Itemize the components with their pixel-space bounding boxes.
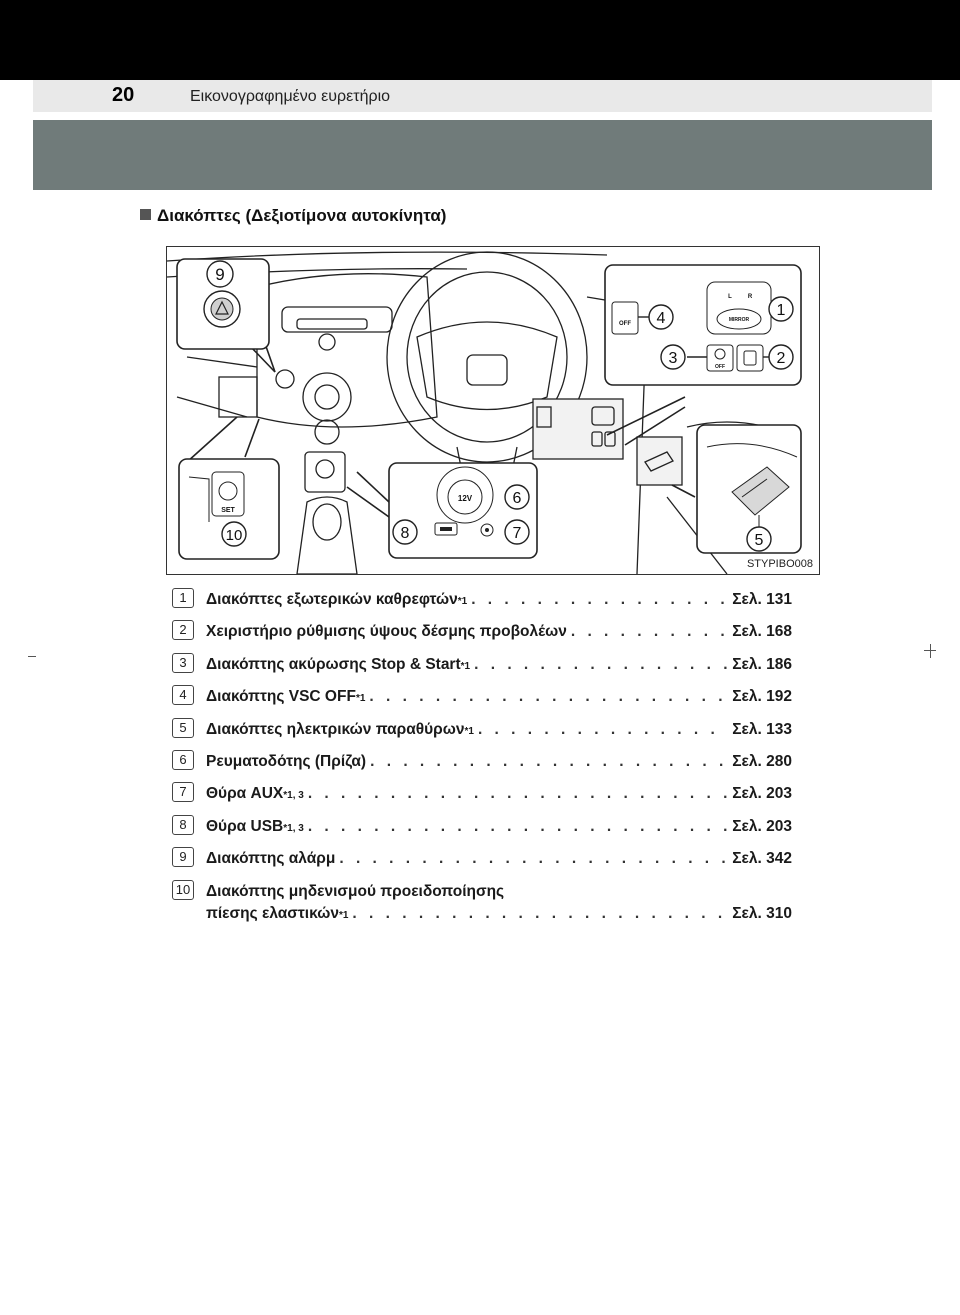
list-item	[172, 748, 792, 780]
item-footnote: *1	[355, 693, 366, 705]
leader-dots	[339, 850, 728, 868]
item-number: 3	[172, 653, 194, 673]
item-footnote: *1	[457, 596, 468, 607]
item-number: 10	[172, 880, 194, 900]
item-number: 1	[172, 588, 194, 608]
crop-mark-right-v	[930, 644, 931, 658]
leader-dots	[471, 591, 728, 609]
mirror-l-label: L	[728, 294, 732, 300]
figure-code: STYPIBO008	[746, 558, 813, 570]
item-number: 8	[172, 815, 194, 835]
leader-dots	[474, 656, 728, 674]
item-page-ref[interactable]: Σελ. 280	[732, 752, 792, 770]
callout-10: 10	[225, 527, 243, 544]
switch-list	[172, 586, 792, 930]
list-item	[172, 586, 792, 618]
item-page-ref[interactable]: Σελ. 133	[732, 720, 792, 738]
callout-8: 8	[400, 525, 410, 542]
section-title-text: Διακόπτες (Δεξιοτίμονα αυτοκίνητα)	[157, 206, 447, 225]
item-page-ref[interactable]: Σελ. 203	[732, 817, 792, 835]
callout-9: 9	[215, 265, 225, 284]
item-page-ref[interactable]: Σελ. 203	[732, 785, 792, 803]
item-page-ref[interactable]: Σελ. 131	[732, 591, 792, 608]
section-band	[33, 120, 932, 190]
item-number: 7	[172, 782, 194, 802]
stop-start-off-label: OFF	[715, 364, 725, 370]
callout-7: 7	[512, 525, 522, 542]
leader-dots	[478, 721, 728, 739]
section-title	[140, 206, 446, 226]
item-page-ref[interactable]: Σελ. 192	[732, 688, 792, 706]
list-item	[172, 651, 792, 683]
list-item	[172, 780, 792, 812]
dashboard-drawing	[167, 247, 819, 574]
leader-dots	[571, 623, 728, 641]
crop-mark-left	[28, 656, 36, 657]
item-text: Διακόπτες ηλεκτρικών παραθύρων	[206, 720, 465, 738]
leader-dots	[352, 905, 728, 923]
list-item	[172, 683, 792, 715]
item-footnote: *1	[338, 909, 349, 921]
mirror-r-label: R	[747, 294, 753, 300]
item-number: 6	[172, 750, 194, 770]
callout-1: 1	[776, 302, 786, 319]
item-text: Ρευματοδότης (Πρίζα)	[206, 752, 367, 770]
leader-dots	[369, 688, 728, 706]
item-page-ref[interactable]: Σελ. 310	[732, 904, 792, 922]
list-item	[172, 618, 792, 650]
set-label: SET	[221, 507, 235, 514]
item-footnote: *1	[464, 725, 474, 737]
mirror-label: MIRROR	[728, 317, 750, 323]
square-bullet-icon	[140, 209, 151, 220]
item-page-ref[interactable]: Σελ. 186	[732, 655, 792, 673]
item-number: 9	[172, 847, 194, 867]
item-text: Χειριστήριο ρύθμισης ύψους δέσμης προβολέων	[206, 623, 567, 641]
page-number: 20	[112, 84, 135, 106]
list-item	[172, 716, 792, 748]
callout-6: 6	[512, 490, 522, 507]
top-black-bar	[0, 0, 960, 80]
callout-2: 2	[776, 350, 786, 367]
item-text: Διακόπτες εξωτερικών καθρεφτών	[206, 591, 458, 608]
item-text: πίεσης ελαστικών	[206, 904, 339, 922]
running-title: Εικονογραφημένο ευρετήριο	[190, 88, 391, 105]
callout-3: 3	[668, 350, 678, 367]
callout-5: 5	[754, 532, 764, 549]
list-item	[172, 845, 792, 877]
item-text: Θύρα AUX	[206, 785, 284, 803]
list-item	[172, 878, 792, 930]
leader-dots	[308, 785, 728, 803]
item-page-ref[interactable]: Σελ. 342	[732, 850, 792, 868]
header-strip	[33, 80, 932, 112]
item-number: 5	[172, 718, 194, 738]
leader-dots	[308, 818, 728, 836]
item-number: 4	[172, 685, 194, 705]
item-text-line1: Διακόπτης μηδενισμού προειδοποίησης	[206, 882, 505, 900]
item-text: Διακόπτης αλάρμ	[206, 850, 336, 868]
item-footnote: *1	[460, 660, 471, 672]
item-text: Διακόπτης VSC OFF	[206, 688, 356, 706]
leader-dots	[370, 753, 728, 771]
callout-4: 4	[656, 310, 666, 327]
dashboard-illustration	[166, 246, 820, 575]
list-item	[172, 813, 792, 845]
item-number: 2	[172, 620, 194, 640]
item-text: Θύρα USB	[206, 817, 284, 835]
item-footnote: *1, 3	[283, 790, 304, 802]
item-text: Διακόπτης ακύρωσης Stop & Start	[206, 655, 461, 673]
item-footnote: *1, 3	[283, 822, 304, 834]
item-page-ref[interactable]: Σελ. 168	[732, 623, 792, 641]
twelve-volt-label: 12V	[457, 494, 473, 503]
vsc-off-label: OFF	[619, 321, 631, 327]
